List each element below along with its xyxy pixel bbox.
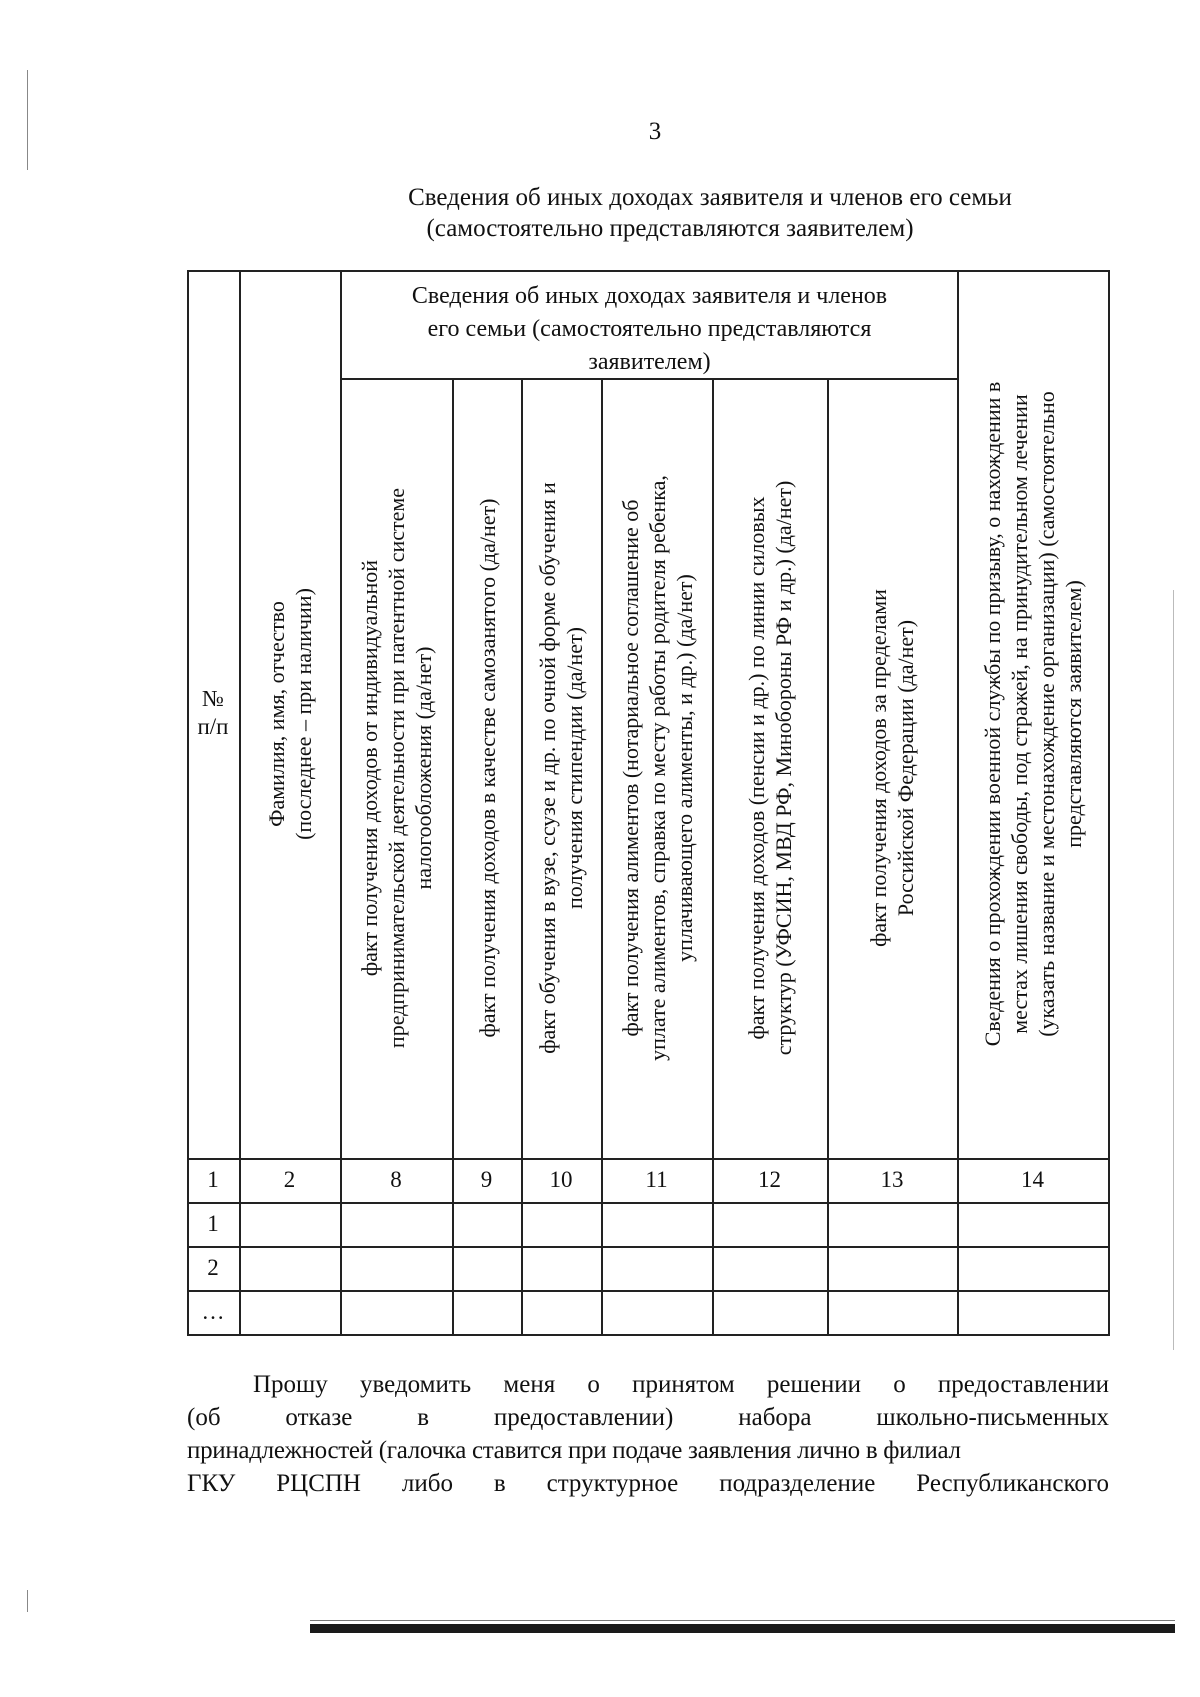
paragraph-line-4 bbox=[187, 1467, 1109, 1500]
word: школьно-письменных bbox=[876, 1404, 1109, 1431]
header-military-service: Сведения о прохождении военной службы по призыву, о нахождении в местах лишения свободы, под стражей, на принудительном лечении (указать название и местонахождение организации) (самостоятельно представляются заявителем) bbox=[980, 381, 1086, 1047]
paragraph-line-1 bbox=[187, 1368, 1109, 1401]
word: предоставлении) bbox=[493, 1404, 674, 1431]
column-number: 11 bbox=[645, 1167, 668, 1192]
header-foreign-income: факт получения доходов за пределами Российской Федерации (да/нет) bbox=[866, 589, 918, 947]
table-row-number: … bbox=[201, 1299, 225, 1324]
page-number: 3 bbox=[648, 118, 662, 145]
header-power-structures-income: факт получения доходов (пенсии и др.) по линии силовых структур (УФСИН, МВД РФ, Минобороны РФ и др.) (да/нет) bbox=[744, 480, 796, 1056]
word: о bbox=[893, 1371, 906, 1398]
word: Республиканского bbox=[916, 1470, 1109, 1497]
word: РЦСПН bbox=[276, 1470, 361, 1497]
table-row-number: 1 bbox=[207, 1211, 219, 1236]
word: набора bbox=[738, 1404, 812, 1431]
word: ГКУ bbox=[187, 1470, 236, 1497]
table-border-top bbox=[187, 270, 1110, 272]
header-alimony: факт получения алиментов (нотариальное соглашение об уплате алиментов, справка по месту работы родителя ребенка, уплачивающего алименты, и др.) (да/нет) bbox=[617, 475, 697, 1061]
notification-paragraph bbox=[187, 1368, 1109, 1500]
scan-margin-line-right bbox=[1173, 590, 1174, 1350]
column-number: 9 bbox=[480, 1167, 493, 1192]
word: (об bbox=[187, 1404, 221, 1431]
document-subtitle: (самостоятельно представляются заявителем) bbox=[426, 215, 914, 242]
income-table bbox=[187, 270, 1110, 1336]
table-border-right bbox=[1108, 270, 1110, 1336]
column-number: 13 bbox=[880, 1167, 904, 1192]
scan-margin-line-left bbox=[27, 70, 28, 170]
header-self-employed-income: факт получения доходов в качестве самозанятого (да/нет) bbox=[474, 498, 500, 1038]
paragraph-line-3: принадлежностей (галочка ставится при подаче заявления лично в филиал bbox=[187, 1437, 961, 1464]
scan-margin-line-left-lower bbox=[27, 1590, 28, 1612]
word: подразделение bbox=[719, 1470, 876, 1497]
word: отказе bbox=[285, 1404, 353, 1431]
scan-edge-line bbox=[310, 1620, 1175, 1621]
word: предоставлении bbox=[937, 1371, 1109, 1398]
word: решении bbox=[766, 1371, 861, 1398]
header-full-time-study: факт обучения в вузе, ссузе и др. по очной форме обучения и получения стипендии (да/нет) bbox=[535, 482, 587, 1054]
scan-edge-bar bbox=[310, 1624, 1175, 1633]
word: уведомить bbox=[360, 1371, 472, 1398]
word: либо bbox=[401, 1470, 453, 1497]
header-patent-income: факт получения доходов от индивидуальной предпринимательской деятельности при патентной системе налогообложения (да/нет) bbox=[356, 487, 436, 1049]
header-no: № п/п bbox=[197, 686, 229, 739]
table-border-bottom bbox=[187, 1334, 1110, 1336]
column-number: 1 bbox=[207, 1167, 219, 1192]
paragraph-line-2 bbox=[187, 1401, 1109, 1434]
column-number: 12 bbox=[758, 1167, 781, 1192]
column-number: 2 bbox=[283, 1167, 296, 1192]
numbers-row-bottom bbox=[187, 1202, 1110, 1204]
column-number: 8 bbox=[390, 1167, 402, 1192]
table-row-number: 2 bbox=[207, 1255, 219, 1280]
row-2-bottom bbox=[187, 1290, 1110, 1292]
word: в bbox=[493, 1470, 506, 1497]
row-1-bottom bbox=[187, 1246, 1110, 1248]
word: структурное bbox=[546, 1470, 679, 1497]
header-full-name: Фамилия, имя, отчество (последнее – при наличии) bbox=[264, 588, 316, 840]
document-title: Сведения об иных доходах заявителя и членов его семьи bbox=[408, 184, 1012, 211]
word: Прошу bbox=[253, 1371, 328, 1398]
column-number: 10 bbox=[549, 1167, 573, 1192]
word: о bbox=[587, 1371, 600, 1398]
word: в bbox=[417, 1404, 430, 1431]
word: меня bbox=[503, 1371, 556, 1398]
group-header: Сведения об иных доходах заявителя и членов его семьи (самостоятельно представляются заявителем) bbox=[411, 283, 888, 375]
word: принятом bbox=[632, 1371, 735, 1398]
column-number: 14 bbox=[1021, 1167, 1044, 1192]
